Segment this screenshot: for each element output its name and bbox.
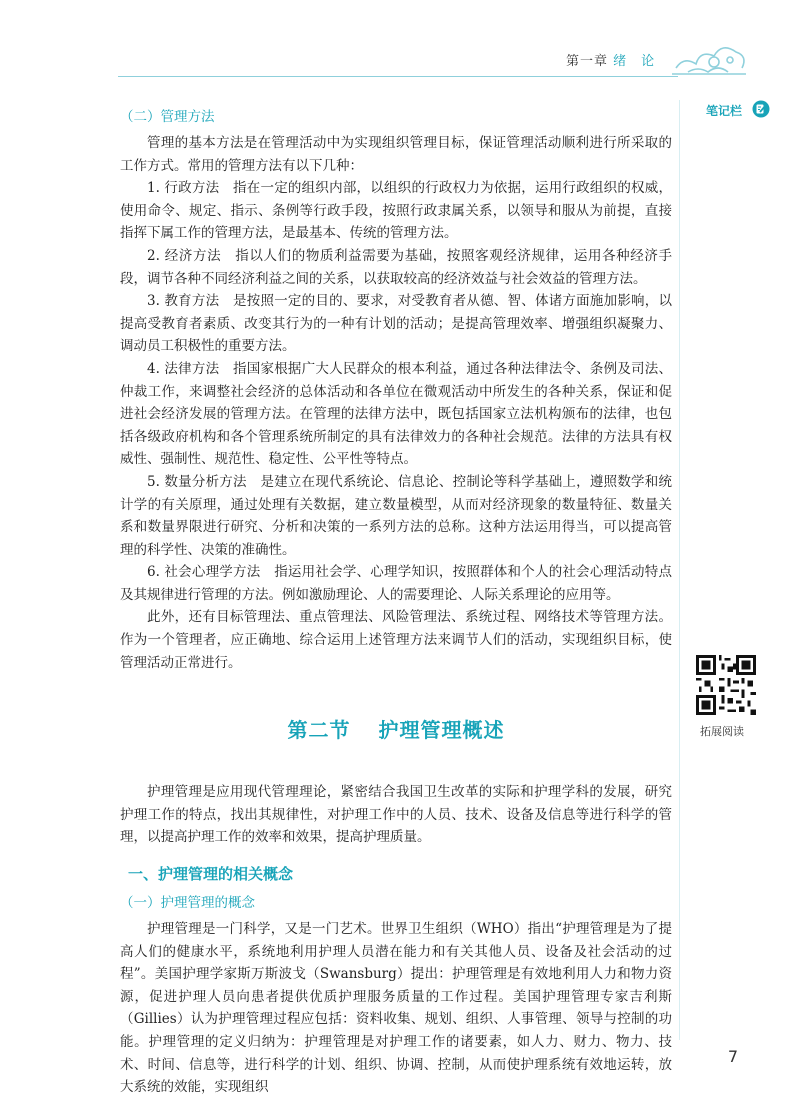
margin-divider (679, 100, 680, 1040)
paragraph: 1. 行政方法 指在一定的组织内部，以组织的行政权力为依据，运用行政组织的权威，使用命令、规定、指示、条例等行政手段，按照行政隶属关系，以领导和服从为前提，直接指挥下属工作的管理方法，是最基本、传统的管理方法。 (120, 180, 672, 242)
header-divider (118, 76, 678, 77)
paragraph: 管理的基本方法是在管理活动中为实现组织管理目标，保证管理活动顺利进行所采取的工作方式。常用的管理方法有以下几种： (120, 135, 672, 174)
paragraph: 3. 教育方法 是按照一定的目的、要求，对受教育者从德、智、体诸方面施加影响，以提高受教育者素质、改变其行为的一种有计划的活动；是提高管理效率、增强组织凝聚力、调动员工积极性的重要方法。 (120, 293, 672, 355)
main-content (120, 106, 672, 1099)
qr-code-icon[interactable] (696, 655, 756, 715)
section-title (120, 714, 672, 743)
chapter-title: 绪 论 (613, 54, 656, 69)
qr-caption: 拓展阅读 (700, 725, 744, 738)
subsection-heading-methods: （二）管理方法 (120, 109, 215, 125)
section-number: 第二节 (287, 718, 351, 743)
section-name: 护理管理概述 (378, 718, 505, 743)
level1-heading: 一、护理管理的相关概念 (128, 865, 294, 884)
page-number: 7 (727, 1047, 738, 1066)
paragraph: 5. 数量分析方法 是建立在现代系统论、信息论、控制论等科学基础上，遵照数学和统计学的有关原理，通过处理有关数据，建立数量模型，从而对经济现象的数量特征、数量关系和数量界限进行研究、分析和决策的一系列方法的总称。这种方法运用得当，可以提高管理的科学性、决策的准确性。 (120, 473, 672, 558)
section-intro: 护理管理是应用现代管理理论，紧密结合我国卫生改革的实际和护理学科的发展，研究护理工作的特点，找出其规律性，对护理工作中的人员、技术、设备及信息等进行科学的管理，以提高护理工作的效率和效果，提高护理质量。 (120, 784, 672, 846)
paragraph: 4. 法律方法 指国家根据广大人民群众的根本利益，通过各种法律法令、条例及司法、仲裁工作，来调整社会经济的总体活动和各单位在微观活动中所发生的各种关系，保证和促进社会经济发展的管理方法。在管理的法律方法中，既包括国家立法机构颁布的法律，也包括各级政府机构和各个管理系统所制定的具有法律效力的各种社会规范。法律的方法具有权威性、强制性、规范性、稳定性、公平性等特点。 (120, 360, 672, 468)
chapter-number: 第一章 (566, 54, 609, 69)
paragraph: 2. 经济方法 指以人们的物质利益需要为基础，按照客观经济规律，运用各种经济手段，调节各种不同经济利益之间的关系，以获取较高的经济效益与社会效益的管理方法。 (120, 247, 672, 287)
paragraph: 护理管理是一门科学，又是一门艺术。世界卫生组织（WHO）指出“护理管理是为了提高人们的健康水平，系统地利用护理人员潜在能力和有关其他人员、设备及社会活动的过程”。美国护理学家斯万斯波戈（Swansburg）提出：护理管理是有效地利用人力和物力资源，促进护理人员向患者提供优质护理服务质量的工作过程。美国护理管理专家吉利斯（Gillies）认为护理管理过程应包括：资料收集、规划、组织、人事管理、领导与控制的功能。护理管理的定义归纳为：护理管理是对护理工作的诸要素，如人力、财力、物力、技术、时间、信息等，进行科学的计划、组织、协调、控制，从而使护理系统有效地运转，放大系统的效能，实现组织 (120, 921, 672, 1096)
paragraph: 此外，还有目标管理法、重点管理法、风险管理法、系统过程、网络技术等管理方法。作为一个管理者，应正确地、综合运用上述管理方法来调节人们的活动，实现组织目标，使管理活动正常进行。 (120, 609, 672, 671)
subsection-heading-concept: （一）护理管理的概念 (120, 895, 255, 912)
pencil-note-icon (752, 100, 770, 118)
notes-column-label: 笔记栏 (706, 104, 743, 118)
paragraph: 6. 社会心理学方法 指运用社会学、心理学知识，按照群体和个人的社会心理活动特点及其规律进行管理的方法。例如激励理论、人的需要理论、人际关系理论的应用等。 (120, 564, 672, 603)
running-header (566, 50, 655, 69)
cloud-ornament-icon (670, 34, 750, 80)
